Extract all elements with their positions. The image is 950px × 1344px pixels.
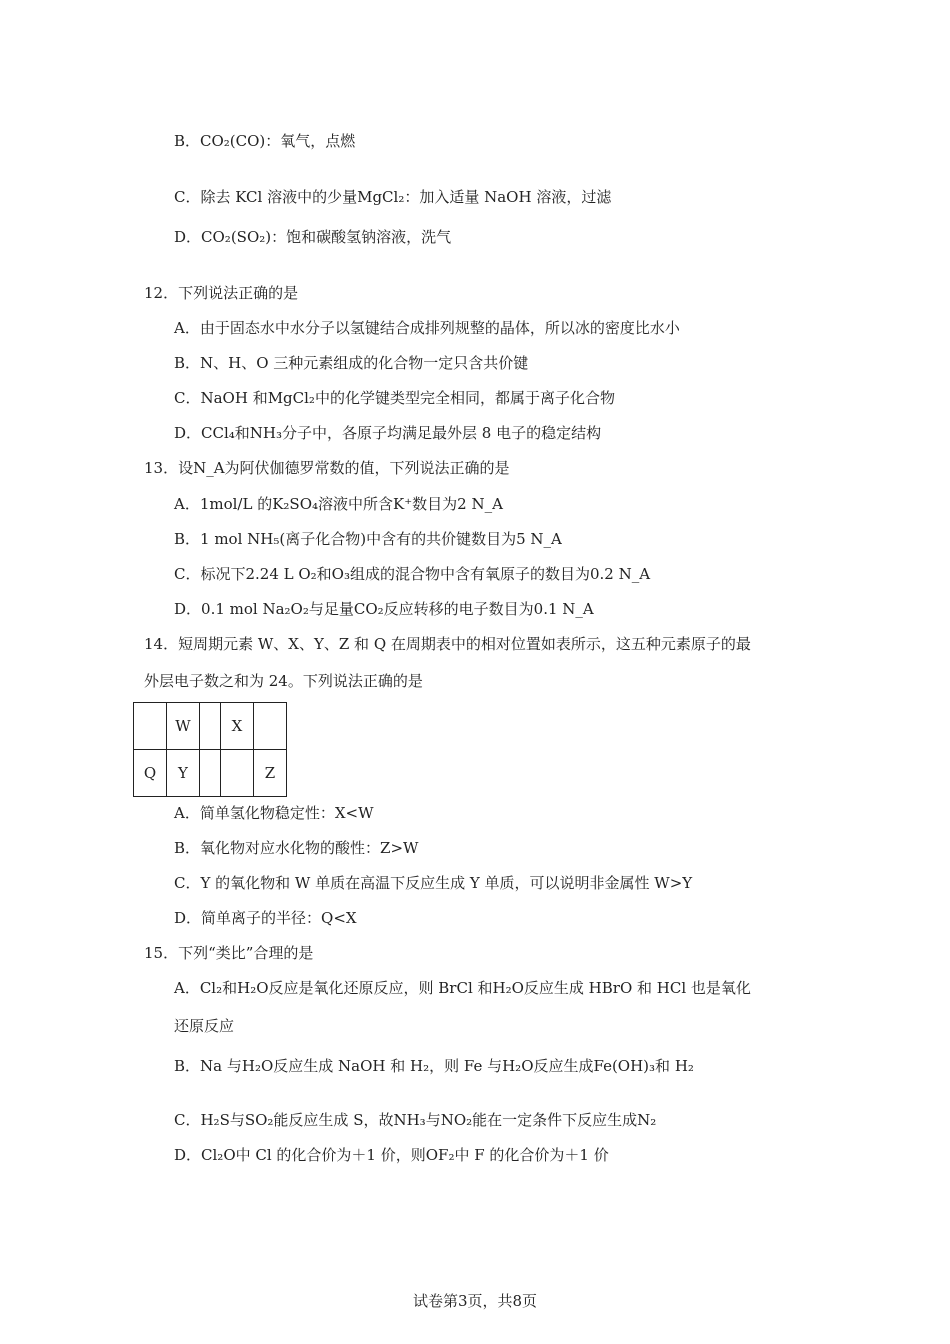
q15-option-a-line-2: 还原反应 — [174, 1017, 235, 1035]
table-cell: W — [167, 703, 200, 750]
page-footer: 试卷第3页，共8页 — [412, 1292, 538, 1310]
q14-option-a: A．简单氢化物稳定性：X<W — [174, 804, 374, 822]
q15-option-c: C．H₂S与SO₂能反应生成 S，故NH₃与NO₂能在一定条件下反应生成N₂ — [174, 1111, 657, 1129]
q11-option-b: B．CO₂(CO)：氧气，点燃 — [174, 132, 356, 150]
q12-option-a: A．由于固态水中水分子以氢键结合成排列规整的晶体，所以冰的密度比水小 — [174, 319, 680, 337]
q11-option-c: C．除去 KCl 溶液中的少量MgCl₂：加入适量 NaOH 溶液，过滤 — [174, 188, 612, 206]
q13-option-b: B．1 mol NH₅(离子化合物)中含有的共价键数目为5 N_A — [174, 530, 562, 548]
q15-option-d: D．Cl₂O中 Cl 的化合价为＋1 价，则OF₂中 F 的化合价为＋1 价 — [174, 1146, 609, 1164]
q15-option-b: B．Na 与H₂O反应生成 NaOH 和 H₂，则 Fe 与H₂O反应生成Fe(OH)₃和 H₂ — [174, 1057, 694, 1075]
q14-option-d: D．简单离子的半径：Q<X — [174, 909, 357, 927]
q13-stem: 13．设N_A为阿伏伽德罗常数的值，下列说法正确的是 — [144, 459, 510, 477]
periodic-position-table — [133, 702, 287, 797]
table-cell — [200, 750, 221, 797]
table-cell: Q — [134, 750, 167, 797]
q12-option-c: C．NaOH 和MgCl₂中的化学键类型完全相同，都属于离子化合物 — [174, 389, 615, 407]
q14-stem-line-2: 外层电子数之和为 24。下列说法正确的是 — [144, 672, 423, 690]
table-cell — [200, 703, 221, 750]
table-cell: X — [221, 703, 254, 750]
table-cell: Y — [167, 750, 200, 797]
q14-option-c: C．Y 的氧化物和 W 单质在高温下反应生成 Y 单质，可以说明非金属性 W>Y — [174, 874, 693, 892]
table-cell: Z — [254, 750, 287, 797]
q12-option-b: B．N、H、O 三种元素组成的化合物一定只含共价键 — [174, 354, 529, 372]
q13-option-d: D．0.1 mol Na₂O₂与足量CO₂反应转移的电子数目为0.1 N_A — [174, 600, 594, 618]
q13-option-a: A．1mol/L 的K₂SO₄溶液中所含K⁺数目为2 N_A — [174, 495, 503, 513]
q14-option-b: B．氧化物对应水化物的酸性：Z>W — [174, 839, 419, 857]
q13-option-c: C．标况下2.24 L O₂和O₃组成的混合物中含有氧原子的数目为0.2 N_A — [174, 565, 651, 583]
q15-option-a-line-1: A．Cl₂和H₂O反应是氧化还原反应，则 BrCl 和H₂O反应生成 HBrO 和 HCl 也是氧化 — [174, 979, 751, 997]
table-cell — [221, 750, 254, 797]
q12-option-d: D．CCl₄和NH₃分子中，各原子均满足最外层 8 电子的稳定结构 — [174, 424, 602, 442]
table-cell — [254, 703, 287, 750]
q15-stem: 15．下列“类比”合理的是 — [144, 944, 314, 962]
table-cell — [134, 703, 167, 750]
q12-stem: 12．下列说法正确的是 — [144, 284, 299, 302]
q11-option-d: D．CO₂(SO₂)：饱和碳酸氢钠溶液，洗气 — [174, 228, 452, 246]
q14-stem-line-1: 14．短周期元素 W、X、Y、Z 和 Q 在周期表中的相对位置如表所示，这五种元素原子的最 — [144, 635, 751, 653]
